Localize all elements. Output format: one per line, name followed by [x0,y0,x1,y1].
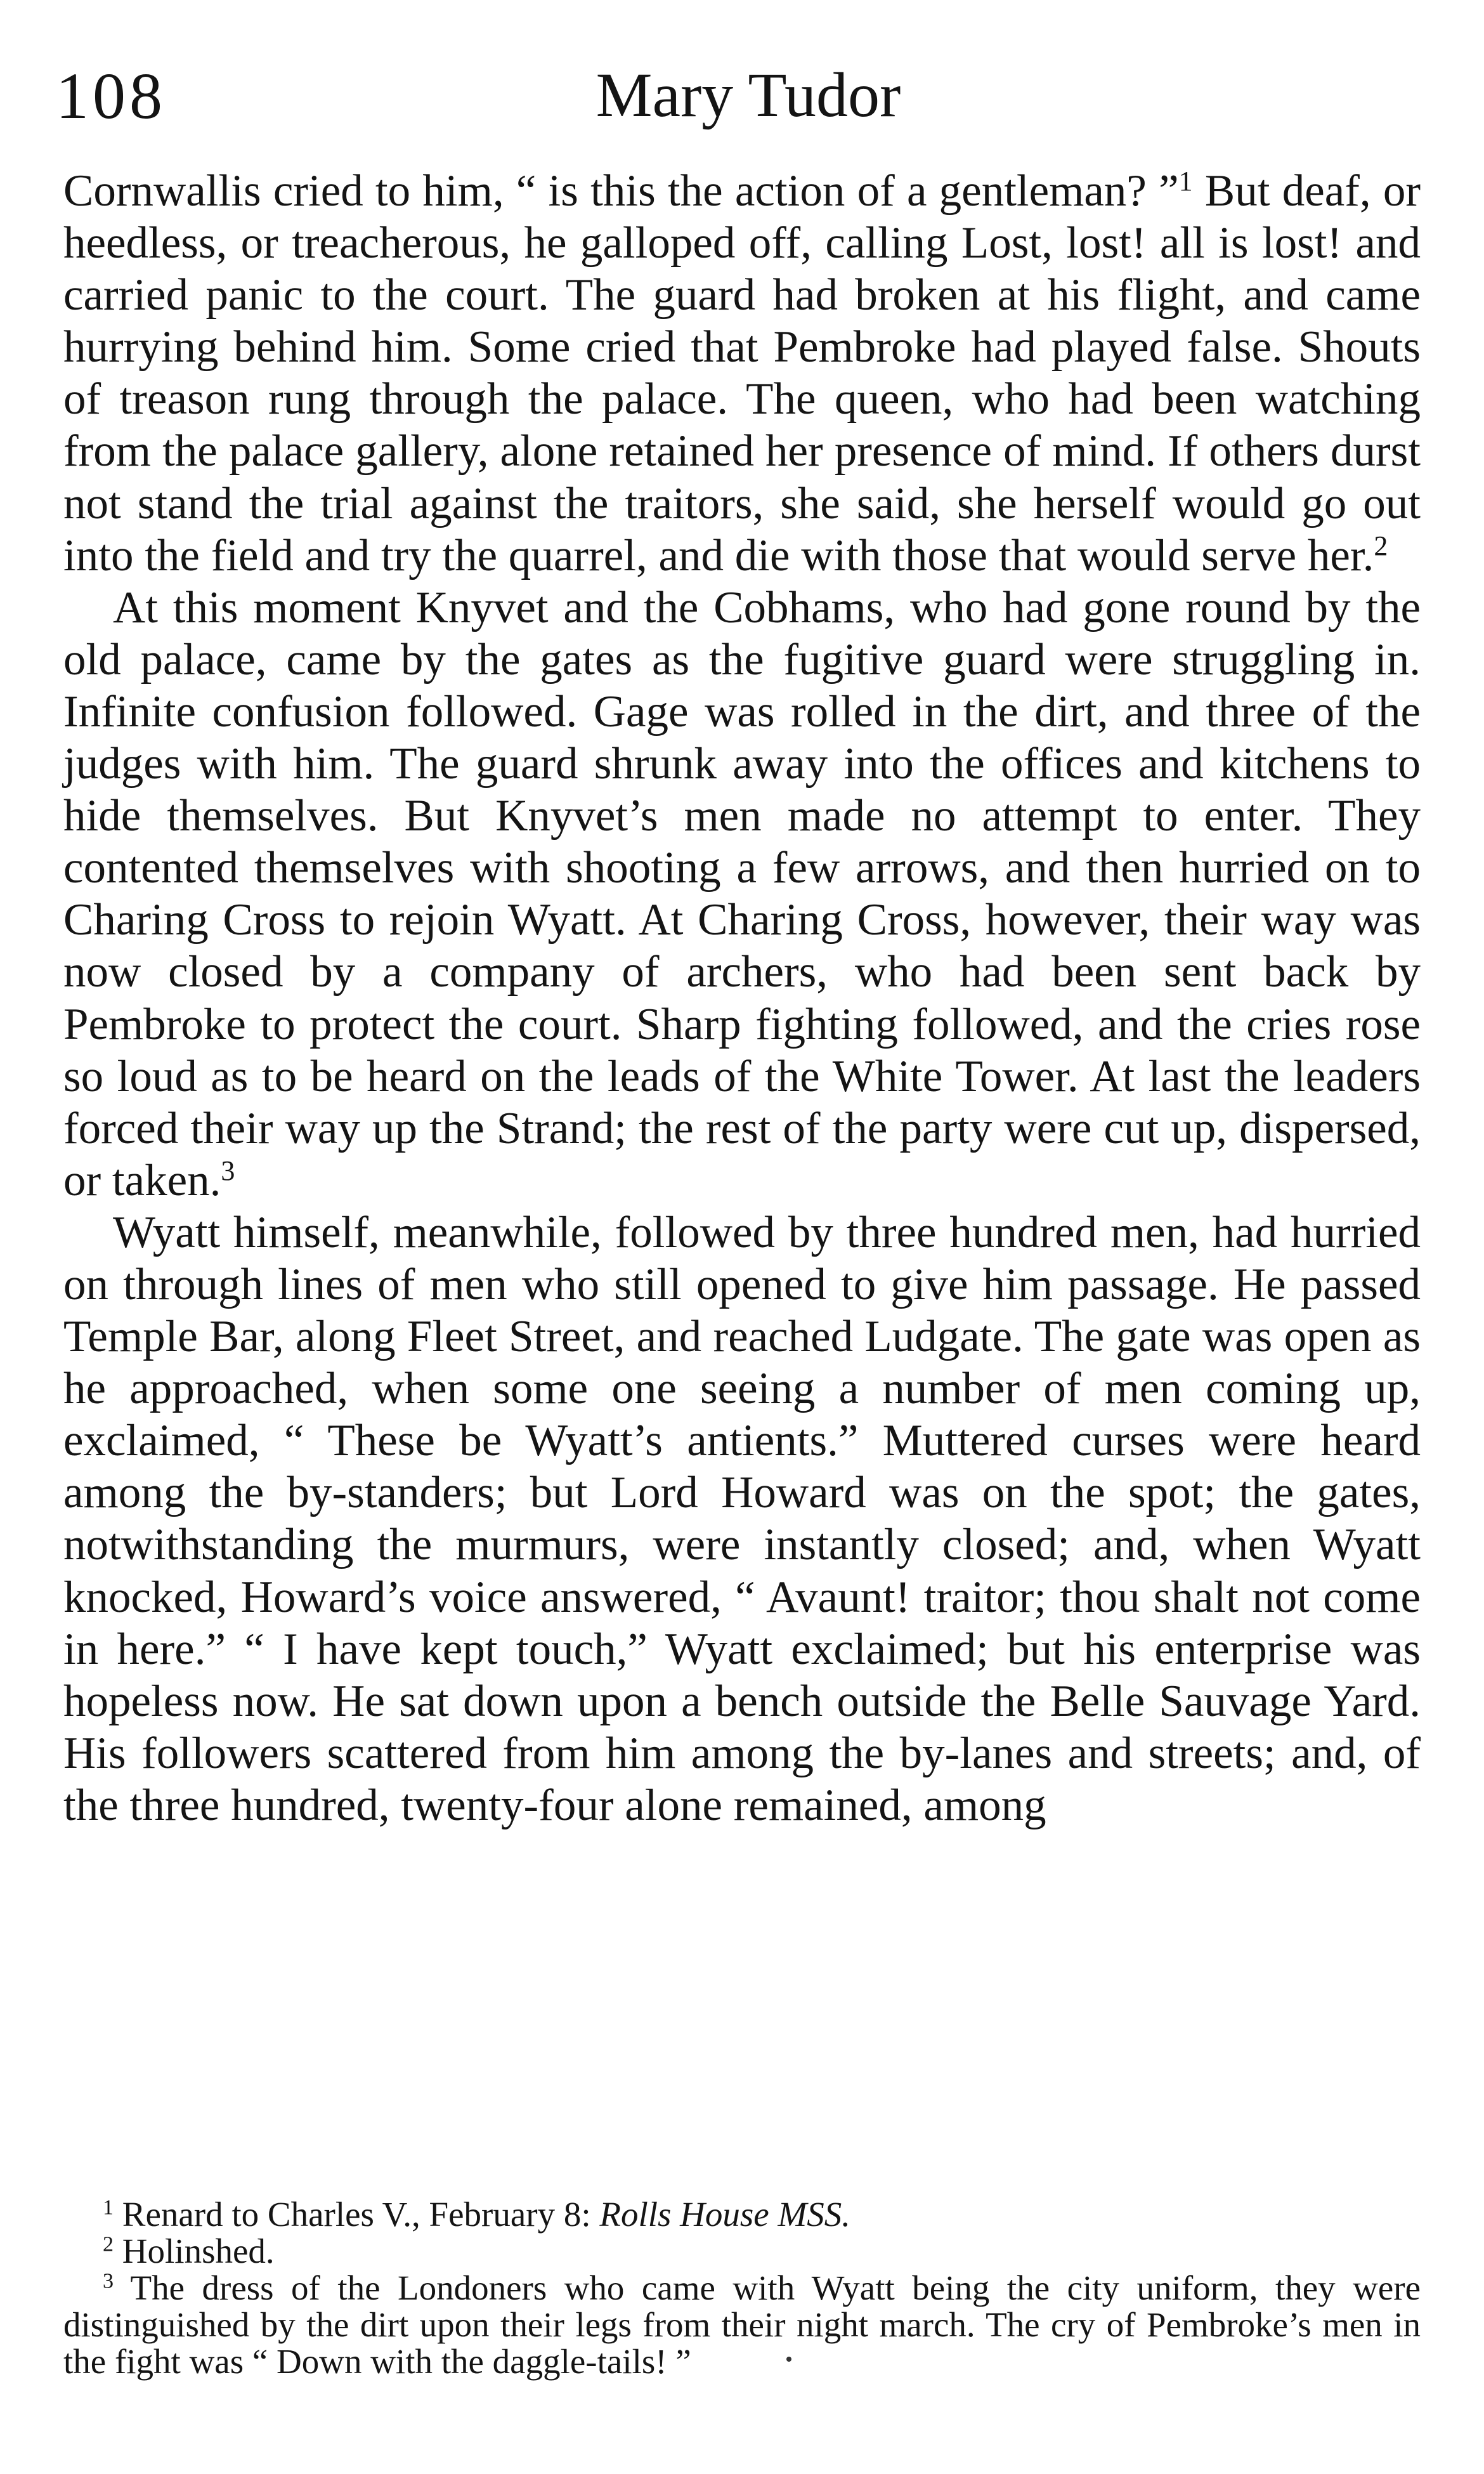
paragraph-2 [63,582,1421,1207]
paragraph-3 [63,1207,1421,1831]
footnote-2 [63,2233,1421,2270]
footnote-ref-2: 2 [1374,530,1388,561]
footnote-source: Rolls House MSS. [599,2195,851,2234]
ink-speck [786,2357,791,2362]
footnote-mark: 1 [103,2196,114,2220]
footnotes [63,2196,1421,2380]
body-text [63,165,1421,1831]
footnote-text: Renard to Charles V., February 8: [114,2195,600,2234]
paragraph-1 [63,165,1421,582]
footnote-mark: 3 [103,2269,114,2293]
page-number: 108 [56,60,166,133]
paragraph-text: Wyatt himself, meanwhile, followed by three hundred men, had hurried on through lines of men who still opened to give him passage. He passed Temple Bar, along Fleet Street, and reached Ludgate. The gate was open as he approached, when some one seeing a number of men coming up, exclaimed, “ These be Wyatt’s antients.” Muttered curses were heard among the by-standers; but Lord Howard was on the spot; the gates, notwithstanding the murmurs, were instantly closed; and, when Wyatt knocked, Howard’s voice answered, “ Avaunt! traitor; thou shalt not come in here.” “ I have kept touch,” Wyatt exclaimed; but his enterprise was hopeless now. He sat down upon a bench outside the Belle Sauvage Yard. His followers scattered from him among the by-lanes and streets; and, of the three hundred, twenty-four alone remained, among [63,1207,1421,1830]
footnote-text: The dress of the Londoners who came with Wyatt being the city uniform, they were distinguished by the dirt upon their legs from their night march. The cry of Pembroke’s men in the fight was “ Down with the daggle-tails! ” [63,2268,1421,2381]
footnote-text: Holinshed. [114,2232,275,2270]
page-header [0,58,1484,147]
footnote-mark: 2 [103,2232,114,2256]
paragraph-text-continued: But deaf, or heedless, or treacherous, he galloped off, calling Lost, lost! all is lost! and carried panic to the court. The guard had broken at his flight, and came hurrying behind him. Some cried that Pembroke had played false. Shouts of treason rung through the palace. The queen, who had been watching from the palace gallery, alone retained her presence of mind. If others durst not stand the trial against the traitors, she said, she herself would go out into the field and try the quarrel, and die with those that would serve her. [63,166,1421,580]
footnote-3 [63,2270,1421,2380]
footnote-ref-3: 3 [221,1155,235,1186]
running-title: Mary Tudor [596,60,901,130]
footnote-ref-1: 1 [1178,165,1193,197]
paragraph-text: Cornwallis cried to him, “ is this the action of a gentleman? ” [63,166,1179,216]
paragraph-text: At this moment Knyvet and the Cobhams, who had gone round by the old palace, came by the gates as the fugitive guard were struggling in. Infinite confusion followed. Gage was rolled in the dirt, and three of the judges with him. The guard shrunk away into the offices and kitchens to hide themselves. But Knyvet’s men made no attempt to enter. They contented themselves with shooting a few arrows, and then hurried on to Charing Cross to rejoin Wyatt. At Charing Cross, however, their way was now closed by a company of archers, who had been sent back by Pembroke to protect the court. Sharp fighting followed, and the cries rose so loud as to be heard on the leads of the White Tower. At last the leaders forced their way up the Strand; the rest of the party were cut up, dispersed, or taken. [63,582,1421,1205]
footnote-1 [63,2196,1421,2233]
